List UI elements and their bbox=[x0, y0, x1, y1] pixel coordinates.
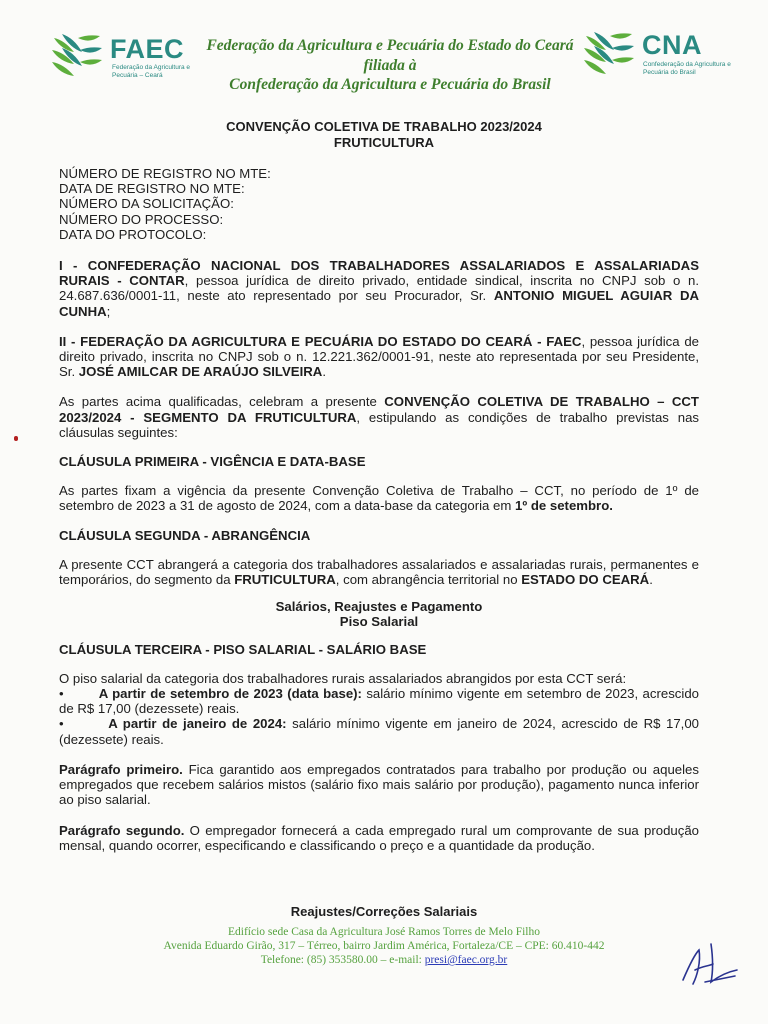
bullet-2-bold: A partir de janeiro de 2024: bbox=[108, 716, 287, 732]
bullet-item bbox=[59, 716, 699, 746]
clause-1-heading: CLÁUSULA PRIMEIRA - VIGÊNCIA E DATA-BASE bbox=[59, 454, 366, 470]
title-line-2: FRUTICULTURA bbox=[333, 135, 435, 150]
intro-paragraph bbox=[59, 394, 699, 440]
clause-3-intro: O piso salarial da categoria dos trabalhadores rurais assalariados abrangidos por esta CCT será: bbox=[59, 670, 627, 686]
document-body bbox=[59, 166, 699, 853]
clause-2-bold-a: FRUTICULTURA bbox=[234, 572, 336, 588]
document-title bbox=[0, 119, 768, 151]
paragraph-1 bbox=[59, 762, 699, 808]
title-line-1: CONVENÇÃO COLETIVA DE TRABALHO 2023/2024 bbox=[226, 119, 542, 134]
bullet-1-bold: A partir de setembro de 2023 (data base): bbox=[98, 686, 362, 702]
party-2-representative: JOSÉ AMILCAR DE ARAÚJO SILVEIRA bbox=[78, 364, 323, 380]
footer-address-line-1: Edifício sede Casa da Agricultura José Ramos Torres de Melo Filho bbox=[228, 926, 540, 938]
process-number-label: NÚMERO DO PROCESSO: bbox=[59, 211, 224, 227]
cna-logo bbox=[580, 28, 750, 86]
email-link[interactable]: presi@faec.org.br bbox=[424, 954, 508, 966]
footer-contact: Telefone: (85) 353580.00 – e-mail: bbox=[260, 954, 425, 966]
party-1-representative: ANTONIO MIGUEL AGUIAR DA CUNHA bbox=[59, 288, 699, 319]
footer bbox=[0, 904, 768, 967]
faec-logo bbox=[48, 30, 208, 86]
footer-section-heading: Reajustes/Correções Salariais bbox=[290, 904, 478, 919]
bullet-2-text: salário mínimo vigente em janeiro de 2024, acrescido de R$ 17,00 (dezessete) reais. bbox=[59, 716, 700, 747]
letterhead-line-2: filiada à bbox=[363, 56, 417, 74]
protocol-date-label: DATA DO PROTOCOLO: bbox=[59, 226, 207, 242]
footer-address-line-2: Avenida Eduardo Girão, 317 – Térreo, bairro Jardim América, Fortaleza/CE – CPE: 60.410-442 bbox=[163, 940, 605, 952]
leaf-icon bbox=[48, 30, 106, 84]
paragraph-2-text: O empregador fornecerá a cada empregado rural um comprovante de sua produção mensal, quando ocorrer, especificando e classificando o preço e a quantidade da produção. bbox=[59, 822, 699, 853]
clause-2-text-a: A presente CCT abrangerá a categoria dos trabalhadores assalariados e assalariadas rurais, permanentes e temporários, do segmento da bbox=[59, 556, 699, 588]
intro-text-a: As partes acima qualificadas, celebram a presente bbox=[59, 394, 385, 410]
faec-logo-name: FAEC bbox=[110, 34, 185, 64]
clause-2-bold-b: ESTADO DO CEARÁ bbox=[521, 572, 650, 588]
intro-bold: CONVENÇÃO COLETIVA DE TRABALHO – CCT 2023/2024 - SEGMENTO DA FRUTICULTURA bbox=[59, 394, 699, 425]
letterhead-line-1: Federação da Agricultura e Pecuária do Estado do Ceará bbox=[206, 37, 574, 54]
leaf-icon bbox=[580, 28, 638, 82]
section-heading bbox=[59, 599, 699, 629]
party-2-paragraph bbox=[59, 334, 699, 380]
clause-2-paragraph bbox=[59, 557, 699, 587]
bullet-icon: • bbox=[59, 686, 99, 702]
letterhead-line-3: Confederação da Agricultura e Pecuária do Brasil bbox=[229, 76, 551, 93]
margin-mark bbox=[14, 436, 18, 441]
letterhead-title bbox=[190, 36, 590, 95]
bullet-1-text: salário mínimo vigente em setembro de 2023, acrescido de R$ 17,00 (dezessete) reais. bbox=[59, 686, 699, 717]
signature-icon bbox=[675, 936, 745, 991]
clause-2-text-b: , com abrangência territorial no bbox=[335, 572, 522, 588]
faec-logo-subtitle: Federação da Agricultura e Pecuária – Ceará bbox=[112, 64, 191, 79]
party-2-text: , pessoa jurídica de direito privado, inscrita no CNPJ sob o n. 12.221.362/0001-91, neste ato representada por seu Presidente, Sr. bbox=[59, 333, 699, 380]
clause-1-paragraph bbox=[59, 483, 699, 513]
intro-text-b: , estipulando as condições de trabalho previstas nas cláusulas seguintes: bbox=[59, 409, 699, 440]
clause-1-text: As partes fixam a vigência da presente Convenção Coletiva de Trabalho – CCT, no período de 1º de setembro de 2023 a 31 de agosto de 2024, com a data-base da categoria em bbox=[59, 483, 699, 514]
party-1-end: ; bbox=[106, 303, 111, 319]
clause-3-heading: CLÁUSULA TERCEIRA - PISO SALARIAL - SALÁRIO BASE bbox=[59, 641, 427, 657]
clause-1-bold: 1º de setembro. bbox=[515, 498, 613, 514]
registry-block bbox=[59, 166, 699, 242]
paragraph-2 bbox=[59, 823, 699, 853]
bullet-item bbox=[59, 686, 699, 716]
cna-logo-subtitle: Confederação da Agricultura e Pecuária do Brasil bbox=[643, 61, 731, 76]
paragraph-2-label: Parágrafo segundo. bbox=[59, 822, 185, 838]
clause-2-heading: CLÁUSULA SEGUNDA - ABRANGÊNCIA bbox=[59, 527, 311, 543]
paragraph-1-text: Fica garantido aos empregados contratados para trabalho por produção ou aqueles empregados que recebem salários mistos (salário fixo mais salário por produção), pagamento nunca inferior ao piso salarial. bbox=[59, 761, 699, 808]
letterhead bbox=[0, 0, 768, 100]
request-number-label: NÚMERO DA SOLICITAÇÃO: bbox=[59, 196, 234, 212]
section-heading-line-2: Piso Salarial bbox=[339, 614, 419, 630]
registry-date-label: DATA DE REGISTRO NO MTE: bbox=[59, 181, 245, 197]
party-1-name: I - CONFEDERAÇÃO NACIONAL DOS TRABALHADORES ASSALARIADOS E ASSALARIADAS RURAIS - CONTAR bbox=[59, 258, 699, 289]
cna-logo-name: CNA bbox=[642, 30, 702, 60]
registry-number-label: NÚMERO DE REGISTRO NO MTE: bbox=[59, 166, 271, 181]
paragraph-1-label: Parágrafo primeiro. bbox=[59, 761, 183, 777]
footer-address bbox=[0, 925, 768, 967]
section-heading-line-1: Salários, Reajustes e Pagamento bbox=[275, 599, 483, 615]
bullet-icon: • bbox=[59, 716, 109, 732]
party-2-end: . bbox=[322, 364, 326, 380]
party-1-paragraph bbox=[59, 258, 699, 319]
footer-address-line-3 bbox=[0, 953, 768, 967]
party-2-name: II - FEDERAÇÃO DA AGRICULTURA E PECUÁRIA DO ESTADO DO CEARÁ - FAEC bbox=[59, 333, 582, 349]
clause-2-text-c: . bbox=[649, 572, 653, 588]
party-1-text: , pessoa jurídica de direito privado, entidade sindical, inscrita no CNPJ sob o n. 24.687.636/0001-11, neste ato representado por seu Procurador, Sr. bbox=[59, 273, 699, 304]
